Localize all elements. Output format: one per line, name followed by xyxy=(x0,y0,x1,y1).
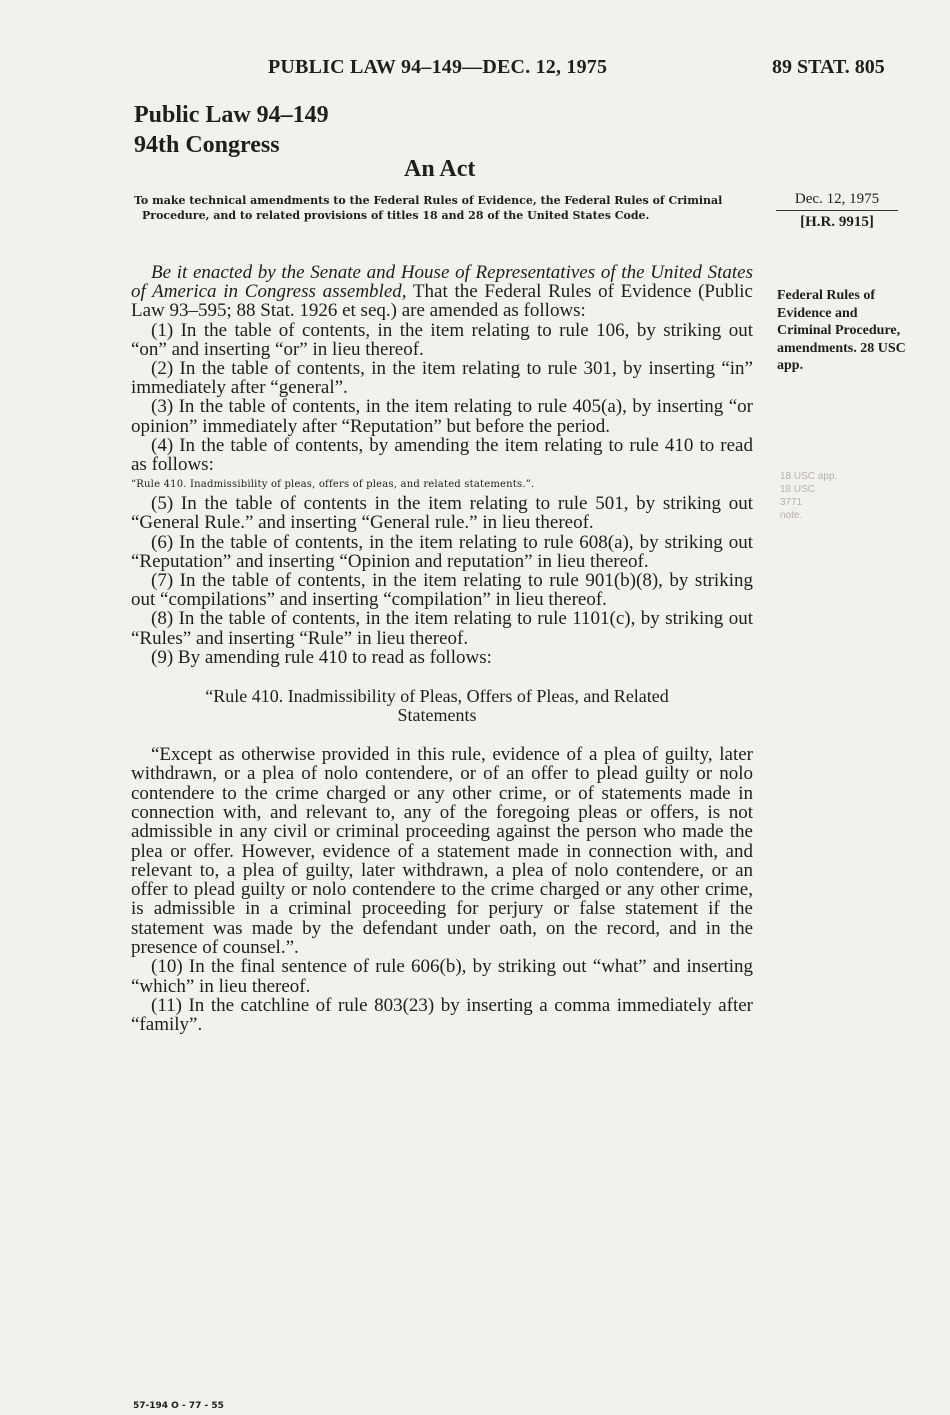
paragraph-4-quote: “Rule 410. Inadmissibility of pleas, offers of pleas, and related statements.”. xyxy=(131,479,535,491)
bleed-through-text xyxy=(780,470,840,522)
bleed-line: 18 USC 3771 xyxy=(780,484,816,508)
act-purpose: To make technical amendments to the Federal Rules of Evidence, the Federal Rules of Criminal Procedure, and to related provisions of titles 18 and 28 of the United States Code. xyxy=(134,194,723,222)
margin-bill-number: [H.R. 9915] xyxy=(800,214,874,230)
law-number: Public Law 94–149 xyxy=(134,102,329,128)
enacting-clause-italic: Be it enacted by the Senate and House of Representatives of the United States of America in Congress assembled, xyxy=(131,262,753,303)
rule-410-heading xyxy=(161,687,713,725)
paragraph-2: (2) In the table of contents, in the item relating to rule 301, by inserting “in” immediately after “general”. xyxy=(131,358,753,399)
paragraph-11: (11) In the catchline of rule 803(23) by inserting a comma immediately after “family”. xyxy=(131,994,753,1035)
rule-410-heading-line1: “Rule 410. Inadmissibility of Pleas, Offers of Pleas, and Related xyxy=(205,686,669,707)
margin-note: Federal Rules of Evidence and Criminal Procedure, amendments. 28 USC app. xyxy=(777,288,906,373)
paragraph-4: (4) In the table of contents, by amending the item relating to rule 410 to read as follows: xyxy=(131,434,753,476)
paragraph-3: (3) In the table of contents, in the item relating to rule 405(a), by inserting “or opinion” immediately after “Reputation” but before the period. xyxy=(131,396,753,437)
paragraph-10: (10) In the final sentence of rule 606(b), by striking out “what” and inserting “which” in lieu thereof. xyxy=(131,956,753,997)
paragraph-1: (1) In the table of contents, in the item relating to rule 106, by striking out “on” and inserting “or” in lieu thereof. xyxy=(131,319,753,360)
paragraph-6: (6) In the table of contents, in the item relating to rule 608(a), by striking out “Reputation” and inserting “Opinion and reputation” in lieu thereof. xyxy=(131,531,753,572)
act-body xyxy=(131,263,753,1034)
rule-410-heading-line2: Statements xyxy=(397,705,477,726)
margin-date: Dec. 12, 1975 xyxy=(776,191,898,211)
running-header: PUBLIC LAW 94–149—DEC. 12, 1975 xyxy=(268,56,608,78)
bleed-line: 18 USC app. xyxy=(780,471,838,482)
paragraph-7: (7) In the table of contents, in the item relating to rule 901(b)(8), by striking out “compilations” and inserting “compilation” in lieu thereof. xyxy=(131,570,753,611)
statute-page-reference: 89 STAT. 805 xyxy=(772,56,885,78)
paragraph-5: (5) In the table of contents in the item relating to rule 501, by striking out “General Rule.” and inserting “General rule.” in lieu thereof. xyxy=(131,493,753,534)
print-code: 57-194 O - 77 - 55 xyxy=(133,1401,224,1411)
enacting-clause-text: That the Federal Rules of Evidence (Public Law 93–595; 88 Stat. 1926 et seq.) are amended as follows: xyxy=(131,281,753,322)
paragraph-8: (8) In the table of contents, in the item relating to rule 1101(c), by striking out “Rules” and inserting “Rule” in lieu thereof. xyxy=(131,608,753,649)
paragraph-9: (9) By amending rule 410 to read as follows: xyxy=(151,646,492,668)
bleed-line: note. xyxy=(780,510,803,521)
enacting-clause xyxy=(131,263,753,321)
congress-label: 94th Congress xyxy=(134,132,280,158)
act-title: An Act xyxy=(404,156,476,182)
rule-410-text: “Except as otherwise provided in this rule, evidence of a plea of guilty, later withdrawn, or a plea of nolo contendere, or of an offer to plead guilty or nolo contendere to the crime charged or any other crime, or of statements made in connection with, and relevant to, any of the foregoing pleas or offers, is not admissible in any civil or criminal proceeding against the person who made the plea or offer. However, evidence of a statement made in connection with, and relevant to, a plea of guilty, later withdrawn, a plea of nolo contendere, or an offer to plead guilty or nolo contendere to the crime charged or any other crime, is admissible in a criminal proceeding for perjury or false statement if the statement was made by the defendant under oath, on the record, and in the presence of counsel.”. xyxy=(131,744,753,959)
